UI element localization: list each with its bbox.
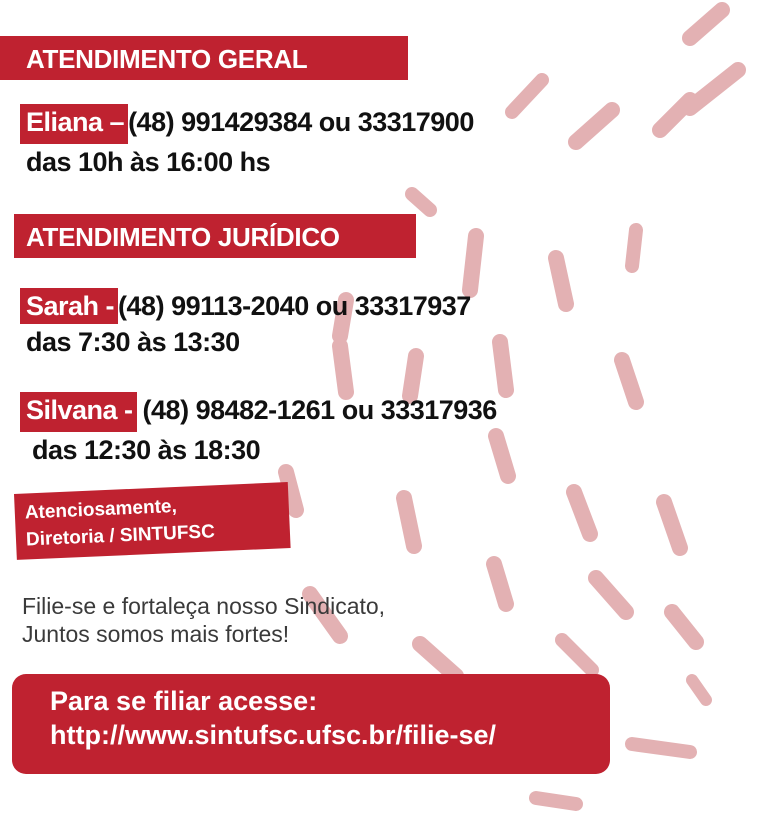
contact-silvana	[20, 392, 670, 468]
signature-tag	[14, 482, 291, 560]
section-title-general: ATENDIMENTO GERAL	[26, 44, 308, 74]
contact-name: Eliana –	[20, 104, 128, 144]
cta-line1: Para se filiar acesse:	[50, 686, 318, 716]
contact-phone: (48) 99113-2040 ou 33317937	[118, 291, 471, 321]
slogan	[22, 592, 542, 648]
section-title-legal: ATENDIMENTO JURÍDICO	[26, 222, 340, 252]
cta-link[interactable]: http://www.sintufsc.ufsc.br/filie-se/	[50, 720, 497, 750]
signature-line1: Atenciosamente,	[24, 495, 178, 524]
contact-name: Silvana -	[20, 392, 137, 432]
slogan-line2: Juntos somos mais fortes!	[22, 621, 290, 647]
contact-eliana	[20, 104, 660, 180]
contact-phone: (48) 991429384 ou 33317900	[128, 107, 474, 137]
contact-hours: das 12:30 às 18:30	[32, 435, 261, 465]
signature-line2: Diretoria / SINTUFSC	[25, 521, 216, 551]
section-header-legal	[14, 214, 416, 258]
contact-hours: das 7:30 às 13:30	[26, 327, 240, 357]
contact-hours: das 10h às 16:00 hs	[26, 147, 271, 177]
contact-name: Sarah -	[20, 288, 118, 324]
cta-banner[interactable]	[12, 674, 610, 774]
contact-phone: (48) 98482-1261 ou 33317936	[142, 395, 497, 425]
contact-sarah	[20, 288, 660, 360]
slogan-line1: Filie-se e fortaleça nosso Sindicato,	[22, 593, 386, 619]
section-header-general	[0, 36, 408, 80]
